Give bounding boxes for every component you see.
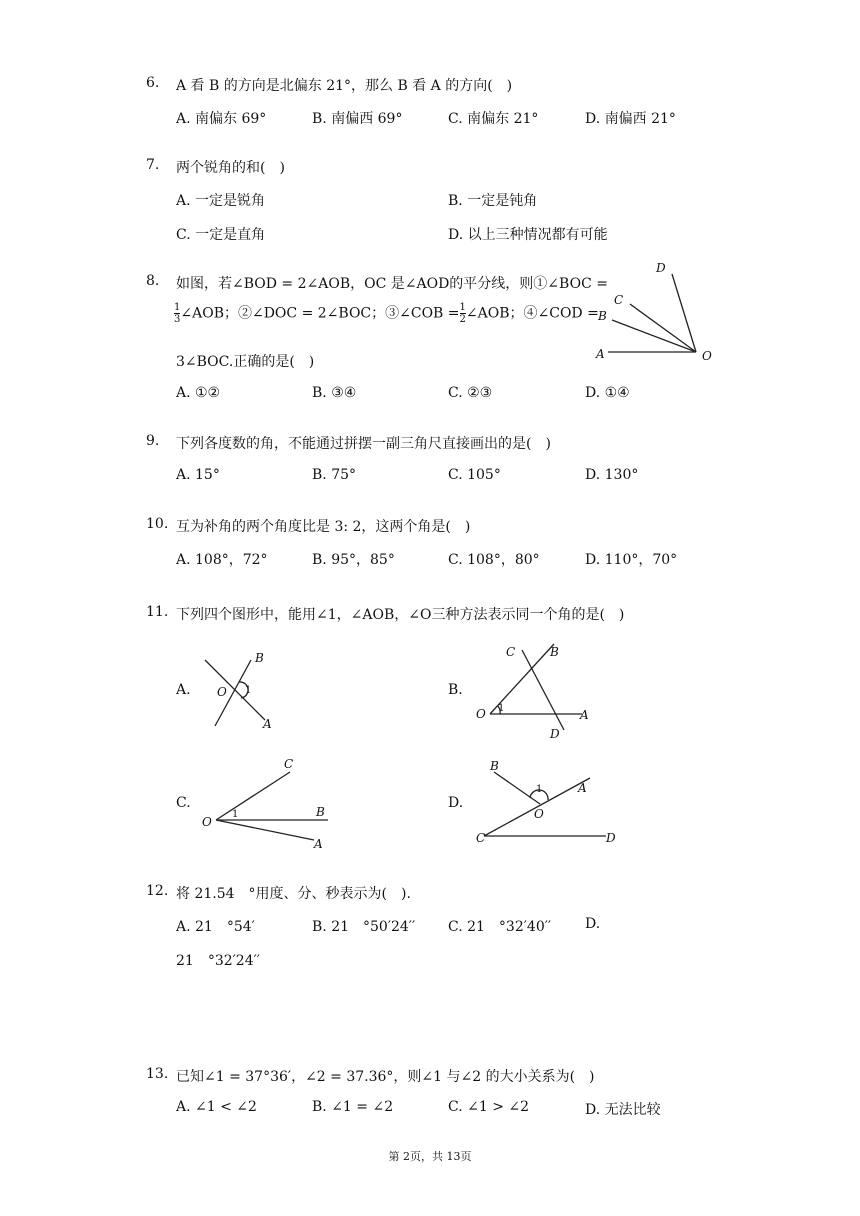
- svg-text:B: B: [490, 759, 499, 773]
- option-c: C. 南偏东 21°: [448, 111, 539, 127]
- question-stem: 已知∠1 = 37°36′，∠2 = 37.36°，则∠1 与∠2 的大小关系为( ): [176, 1069, 595, 1085]
- svg-text:A: A: [314, 837, 323, 851]
- question-stem: A 看 B 的方向是北偏东 21°，那么 B 看 A 的方向( ): [176, 78, 513, 94]
- svg-text:1: 1: [232, 809, 239, 820]
- option-c: C. ②③: [448, 385, 493, 401]
- question-stem: 将 21.54 °用度、分、秒表示为( ).: [176, 886, 411, 902]
- option-b: B. 95°，85°: [312, 552, 395, 568]
- svg-text:C: C: [506, 645, 516, 659]
- svg-text:O: O: [476, 707, 486, 721]
- option-b: B. 21 °50′24′′: [312, 919, 416, 935]
- svg-text:D: D: [606, 831, 616, 845]
- option-c: C.: [176, 795, 191, 811]
- svg-text:B: B: [550, 645, 559, 659]
- question-number: 6.: [146, 75, 160, 91]
- svg-text:O: O: [217, 685, 227, 699]
- svg-text:O: O: [202, 815, 212, 829]
- option-b: B. 南偏西 69°: [312, 111, 403, 127]
- question-stem-line-2: $\frac{1}{3}$ ∠AOB；②∠DOC = 2∠BOC；③∠COB = $\frac{1}{2}$ ∠AOB；④∠COD =: [174, 302, 599, 325]
- option-a: A. ∠1 < ∠2: [176, 1099, 257, 1115]
- option-d: D.: [585, 916, 601, 932]
- option-a: A.: [176, 682, 191, 698]
- option-b: B. ③④: [312, 385, 357, 401]
- question-number: 7.: [146, 157, 160, 173]
- option-a: A. 21 °54′: [176, 919, 255, 935]
- figure-b: [470, 640, 600, 744]
- svg-text:A: A: [263, 717, 272, 731]
- option-a: A. 一定是锐角: [176, 193, 266, 209]
- option-d-continued: 21 °32′24′′: [176, 953, 260, 969]
- svg-text:1: 1: [245, 685, 252, 696]
- svg-text:O: O: [702, 349, 712, 363]
- option-b: B. 一定是钝角: [448, 193, 538, 209]
- option-d: D. ①④: [585, 385, 630, 401]
- question-stem: 下列各度数的角，不能通过拼摆一副三角尺直接画出的是( ): [176, 436, 551, 452]
- option-a: A. 南偏东 69°: [176, 111, 267, 127]
- option-b: B. ∠1 = ∠2: [312, 1099, 394, 1115]
- option-c: C. 21 °32′40′′: [448, 919, 552, 935]
- option-b: B. 75°: [312, 467, 357, 483]
- svg-text:1: 1: [498, 703, 505, 714]
- question-number: 10.: [146, 516, 169, 532]
- question-number: 13.: [146, 1066, 169, 1082]
- question-number: 9.: [146, 433, 160, 449]
- option-d: D. 南偏西 21°: [585, 111, 676, 127]
- figure-d: [472, 754, 622, 850]
- question-number: 12.: [146, 883, 169, 899]
- question-stem-line-3: 3∠BOC.正确的是( ): [176, 354, 315, 370]
- question-stem: 互为补角的两个角度比是 3: 2，这两个角是( ): [176, 519, 471, 535]
- option-a: A. ①②: [176, 385, 221, 401]
- figure-c: [198, 752, 338, 852]
- option-d: D. 130°: [585, 467, 639, 483]
- svg-text:1: 1: [536, 784, 543, 795]
- question-stem: 下列四个图形中，能用∠1，∠AOB，∠O三种方法表示同一个角的是( ): [176, 607, 625, 623]
- figure-a: [195, 648, 285, 732]
- angle-figure-q8: [590, 256, 730, 368]
- question-stem-line-1: 如图，若∠BOD = 2∠AOB，OC 是∠AOD的平分线，则①∠BOC =: [176, 276, 608, 292]
- svg-text:D: D: [550, 727, 560, 741]
- svg-text:A: A: [578, 781, 587, 795]
- option-b: B.: [448, 682, 463, 698]
- svg-text:D: D: [656, 261, 666, 275]
- svg-text:C: C: [614, 293, 624, 307]
- svg-text:C: C: [476, 831, 486, 845]
- option-c: C. 108°，80°: [448, 552, 540, 568]
- svg-text:A: A: [596, 347, 605, 361]
- option-c: C. 105°: [448, 467, 501, 483]
- option-a: A. 108°，72°: [176, 552, 268, 568]
- fraction-one-half: $\frac{1}{2}$: [459, 302, 466, 325]
- question-stem: 两个锐角的和( ): [176, 160, 285, 176]
- option-d: D. 无法比较: [585, 1102, 661, 1118]
- page-footer: 第 2页，共 13页: [388, 1150, 472, 1163]
- svg-text:C: C: [284, 757, 294, 771]
- svg-text:A: A: [580, 708, 589, 722]
- svg-text:B: B: [255, 651, 264, 665]
- option-c: C. ∠1 > ∠2: [448, 1099, 530, 1115]
- svg-text:B: B: [316, 805, 325, 819]
- svg-text:O: O: [534, 807, 544, 821]
- option-d: D. 以上三种情况都有可能: [448, 227, 608, 243]
- question-number: 8.: [146, 273, 160, 289]
- fraction-one-third: $\frac{1}{3}$: [174, 302, 181, 325]
- option-d: D. 110°，70°: [585, 552, 678, 568]
- svg-text:B: B: [598, 309, 607, 323]
- option-d: D.: [448, 795, 464, 811]
- question-number: 11.: [146, 604, 169, 620]
- option-a: A. 15°: [176, 467, 220, 483]
- option-c: C. 一定是直角: [176, 227, 266, 243]
